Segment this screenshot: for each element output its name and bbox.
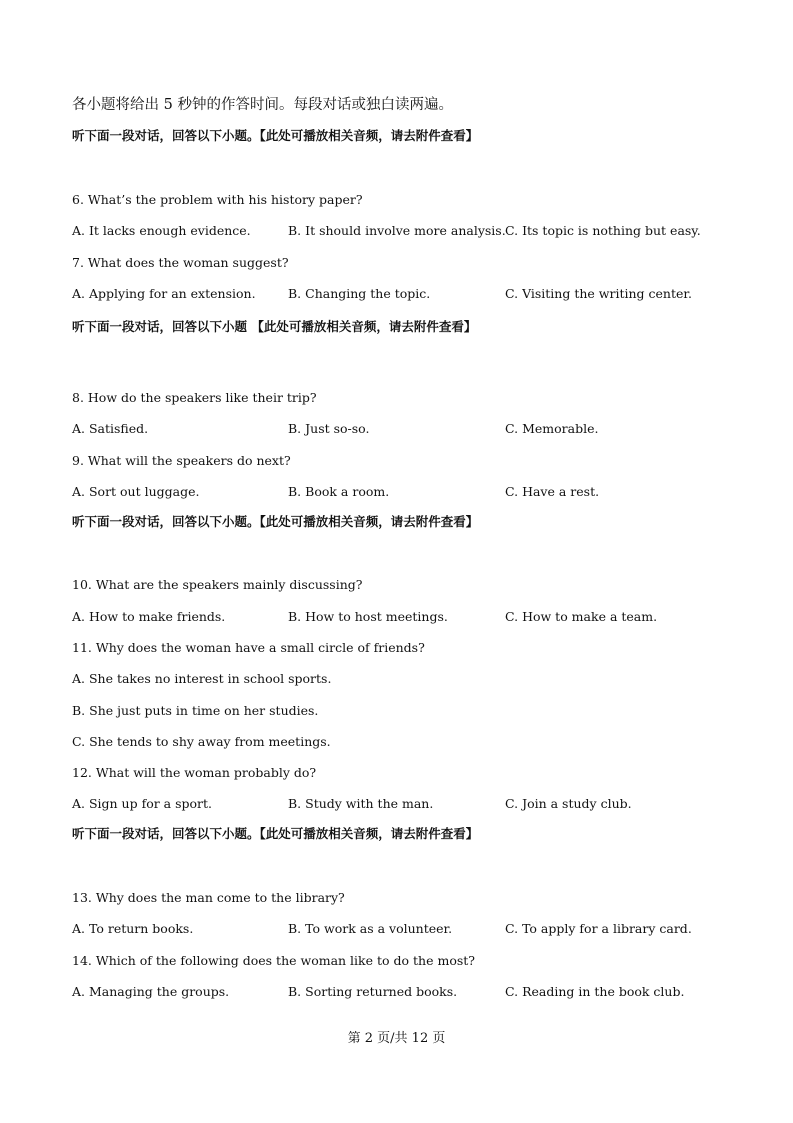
- question-12-option-c[interactable]: C. Join a study club.: [505, 796, 632, 811]
- section-intro: 各小题将给出 5 秒钟的作答时间。每段对话或独白读两遍。: [72, 97, 453, 113]
- question-13: 13. Why does the man come to the library?: [72, 890, 345, 905]
- question-7: 7. What does the woman suggest?: [72, 255, 289, 270]
- question-13-option-c[interactable]: C. To apply for a library card.: [505, 921, 692, 936]
- question-11-option-c[interactable]: C. She tends to shy away from meetings.: [72, 734, 331, 749]
- question-8-option-c[interactable]: C. Memorable.: [505, 421, 599, 436]
- question-14-option-a[interactable]: A. Managing the groups.: [72, 984, 230, 999]
- question-9: 9. What will the speakers do next?: [72, 453, 291, 468]
- page-number: 第 2 页/共 12 页: [347, 1031, 446, 1046]
- question-12-option-b[interactable]: B. Study with the man.: [288, 796, 434, 811]
- question-14-option-c[interactable]: C. Reading in the book club.: [505, 984, 685, 999]
- dialogue-instruction: 听下面一段对话，回答以下小题。【此处可播放相关音频，请去附件查看】: [72, 514, 479, 529]
- question-9-option-b[interactable]: B. Book a room.: [288, 484, 390, 499]
- question-9-option-c[interactable]: C. Have a rest.: [505, 484, 600, 499]
- question-11-option-a[interactable]: A. She takes no interest in school sports.: [72, 671, 332, 686]
- question-13-option-b[interactable]: B. To work as a volunteer.: [288, 921, 453, 936]
- question-6: 6. What’s the problem with his history paper?: [72, 192, 363, 207]
- question-11: 11. Why does the woman have a small circle of friends?: [72, 640, 425, 655]
- question-6-option-c[interactable]: C. Its topic is nothing but easy.: [505, 223, 701, 238]
- dialogue-instruction: 听下面一段对话，回答以下小题。【此处可播放相关音频，请去附件查看】: [72, 826, 479, 841]
- question-10-option-c[interactable]: C. How to make a team.: [505, 609, 658, 624]
- question-7-option-a[interactable]: A. Applying for an extension.: [72, 286, 256, 301]
- question-10-option-a[interactable]: A. How to make friends.: [72, 609, 226, 624]
- question-14-option-b[interactable]: B. Sorting returned books.: [288, 984, 458, 999]
- question-7-option-b[interactable]: B. Changing the topic.: [288, 286, 431, 301]
- question-12: 12. What will the woman probably do?: [72, 765, 317, 780]
- dialogue-instruction: 听下面一段对话，回答以下小题 【此处可播放相关音频，请去附件查看】: [72, 319, 477, 334]
- question-12-option-a[interactable]: A. Sign up for a sport.: [72, 796, 213, 811]
- question-8-option-b[interactable]: B. Just so-so.: [288, 421, 370, 436]
- question-13-option-a[interactable]: A. To return books.: [72, 921, 194, 936]
- question-10-option-b[interactable]: B. How to host meetings.: [288, 609, 448, 624]
- question-8-option-a[interactable]: A. Satisfied.: [72, 421, 149, 436]
- question-10: 10. What are the speakers mainly discussing?: [72, 577, 363, 592]
- question-7-option-c[interactable]: C. Visiting the writing center.: [505, 286, 692, 301]
- question-6-option-a[interactable]: A. It lacks enough evidence.: [72, 223, 251, 238]
- question-9-option-a[interactable]: A. Sort out luggage.: [72, 484, 200, 499]
- question-6-option-b[interactable]: B. It should involve more analysis.: [288, 223, 506, 238]
- dialogue-instruction: 听下面一段对话，回答以下小题。【此处可播放相关音频，请去附件查看】: [72, 128, 479, 143]
- question-8: 8. How do the speakers like their trip?: [72, 390, 317, 405]
- question-14: 14. Which of the following does the woman like to do the most?: [72, 953, 475, 968]
- question-11-option-b[interactable]: B. She just puts in time on her studies.: [72, 703, 319, 718]
